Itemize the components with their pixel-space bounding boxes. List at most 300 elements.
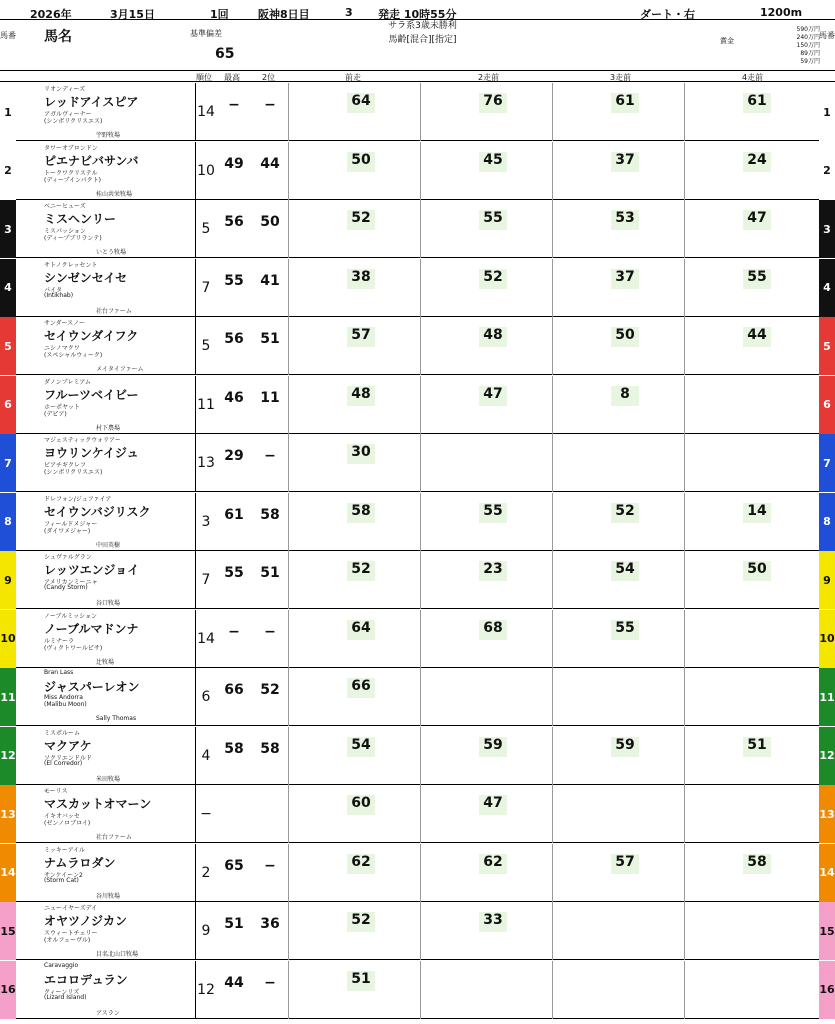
damsire-name: (ヴィクトワールピサ)	[44, 644, 103, 652]
horse-info	[16, 902, 196, 960]
past-race-3	[552, 668, 684, 726]
umaban-left: 6	[0, 376, 16, 434]
horse-row[interactable]	[0, 376, 835, 434]
horse-info	[16, 727, 196, 785]
umaban-right: 13	[819, 785, 835, 843]
best-value: 55	[224, 565, 244, 581]
base-label: 基準偏差	[190, 29, 222, 38]
race-index: 59	[479, 737, 507, 757]
past-race-2	[420, 961, 552, 1019]
race-index: 64	[347, 93, 375, 113]
best-index	[216, 317, 252, 375]
second-index	[252, 785, 288, 843]
rank: 7	[201, 572, 211, 588]
horse-row[interactable]	[0, 902, 835, 960]
race-index: 58	[347, 503, 375, 523]
past-race-3	[552, 785, 684, 843]
rank: 5	[201, 221, 211, 237]
dam-name: フィールドメジャー	[44, 520, 98, 528]
past-race-2	[420, 551, 552, 609]
prev4-header: 4走前	[742, 73, 764, 82]
race-index: 24	[743, 152, 771, 172]
race-index: 8	[611, 386, 639, 406]
damsire-name: (Candy Storm)	[44, 584, 88, 591]
horse-row[interactable]	[0, 83, 835, 141]
sire-name: サンダースノー	[44, 320, 85, 327]
umaban-right: 16	[819, 961, 835, 1019]
horse-info	[16, 785, 196, 843]
best-index	[216, 902, 252, 960]
horse-name: レッツエンジョイ	[44, 563, 140, 577]
second-header: 2位	[262, 73, 276, 82]
horse-row[interactable]	[0, 317, 835, 375]
second-value: 44	[260, 155, 280, 172]
horse-row[interactable]	[0, 493, 835, 551]
past-race-3	[552, 434, 684, 492]
umaban-right: 7	[819, 434, 835, 492]
race-index: 66	[347, 678, 375, 698]
damsire-name: (ディープブリランテ)	[44, 235, 102, 242]
best-index	[216, 727, 252, 785]
horse-row[interactable]	[0, 727, 835, 785]
best-value: 55	[224, 272, 244, 289]
damsire-name: (Storm Cat)	[44, 876, 79, 884]
horse-row[interactable]	[0, 668, 835, 726]
horse-info	[16, 317, 196, 375]
damsire-name: (ディープインパクト)	[44, 176, 101, 184]
rank: 2	[201, 864, 211, 881]
breeder-name: 宇野牧場	[96, 132, 121, 139]
sire-name: Bran Lass	[44, 669, 74, 676]
best-header: 最高	[224, 73, 240, 82]
umaban-left: 10	[0, 610, 16, 668]
past-race-1	[288, 727, 420, 785]
horse-row[interactable]	[0, 961, 835, 1019]
past-race-4	[684, 668, 816, 726]
past-race-3	[552, 727, 684, 785]
best-index	[216, 844, 252, 902]
dam-name: Miss Andorra	[44, 694, 83, 701]
past-race-2	[420, 727, 552, 785]
past-race-1	[288, 142, 420, 200]
best-value: −	[228, 623, 240, 640]
second-index	[252, 668, 288, 726]
best-index	[216, 83, 252, 141]
horse-row[interactable]	[0, 200, 835, 258]
past-race-3	[552, 376, 684, 434]
past-race-4	[684, 493, 816, 551]
umaban-right: 12	[819, 727, 835, 785]
umaban-left: 11	[0, 668, 16, 726]
second-index	[252, 317, 288, 375]
second-value: 51	[260, 565, 280, 581]
prize-2: 240万円	[796, 34, 820, 41]
best-value: 44	[224, 974, 244, 991]
dam-name: スウィートチェリー	[44, 930, 98, 937]
sire-name: リオンディーズ	[44, 86, 86, 93]
past-race-1	[288, 259, 420, 317]
sire-name: ミスポルーム	[44, 729, 81, 737]
past-race-4	[684, 259, 816, 317]
second-index	[252, 727, 288, 785]
breeder-name: 辻牧場	[96, 658, 115, 666]
sire-name: ミッキーアイル	[44, 846, 86, 854]
past-race-2	[420, 610, 552, 668]
prize-5: 59万円	[800, 58, 820, 65]
horse-name: マスカットオマーン	[44, 797, 152, 811]
horse-info	[16, 259, 196, 317]
race-index: 37	[611, 152, 639, 172]
horse-name: マクアケ	[44, 738, 92, 753]
umaban-right: 2	[819, 142, 835, 200]
past-race-4	[684, 727, 816, 785]
race-index: 47	[479, 386, 507, 406]
race-index: 58	[743, 854, 771, 874]
second-value: −	[264, 974, 276, 991]
best-index	[216, 142, 252, 200]
past-race-3	[552, 259, 684, 317]
sire-name: ニューイヤーズデイ	[44, 905, 98, 912]
horse-info	[16, 142, 196, 200]
dam-name: アガルヴィーナー	[44, 111, 92, 118]
past-race-4	[684, 551, 816, 609]
rank-header: 順位	[196, 73, 212, 82]
race-index: 61	[743, 93, 771, 113]
past-race-1	[288, 434, 420, 492]
past-race-1	[288, 551, 420, 609]
past-race-4	[684, 610, 816, 668]
past-race-1	[288, 376, 420, 434]
rank: 14	[197, 104, 215, 120]
dam-name: クィーンリズ	[44, 988, 80, 996]
second-index	[252, 434, 288, 492]
best-index	[216, 376, 252, 434]
race-class: サラ系3歳未勝利	[388, 21, 457, 31]
past-race-3	[552, 610, 684, 668]
umaban-right: 8	[819, 493, 835, 551]
past-race-1	[288, 785, 420, 843]
umaban-left: 7	[0, 434, 16, 492]
race-index: 44	[743, 327, 771, 347]
umaban-right: 11	[819, 668, 835, 726]
race-index: 47	[479, 795, 507, 815]
best-index	[216, 493, 252, 551]
horse-name: セイウンバジリスク	[44, 504, 151, 519]
past-race-1	[288, 844, 420, 902]
dam-name: サンケイーン2	[44, 871, 83, 879]
umaban-label-right: 馬番	[819, 31, 835, 40]
distance: 1200m	[760, 6, 803, 19]
prize-3: 150万円	[796, 42, 820, 49]
best-value: 58	[224, 740, 244, 757]
best-value: 29	[224, 448, 244, 464]
race-index: 45	[479, 152, 507, 172]
race-index: 52	[347, 210, 375, 230]
damsire-name: (Lizard Island)	[44, 993, 87, 1001]
umaban-left: 12	[0, 727, 16, 785]
umaban-left: 4	[0, 259, 16, 317]
damsire-name: (Malibu Moon)	[44, 701, 87, 708]
best-value: 56	[224, 214, 244, 230]
sire-name: ベニーヒューズ	[44, 203, 86, 210]
second-value: 36	[260, 916, 280, 932]
past-race-3	[552, 200, 684, 258]
damsire-name: (シンボリクリスエス)	[44, 469, 103, 476]
damsire-name: (シンボリクリスエス)	[44, 118, 103, 125]
race-index: 38	[347, 269, 375, 289]
past-race-4	[684, 376, 816, 434]
horse-info	[16, 200, 196, 258]
past-race-2	[420, 785, 552, 843]
horse-info	[16, 551, 196, 609]
breeder-name: 村下農場	[96, 424, 121, 432]
past-race-4	[684, 902, 816, 960]
second-index	[252, 200, 288, 258]
best-value: 56	[224, 331, 244, 347]
rank: 12	[197, 981, 215, 998]
dam-name: ホーポヤット	[44, 403, 81, 411]
breeder-name: 社台ファーム	[96, 307, 132, 315]
past-race-4	[684, 83, 816, 141]
past-race-1	[288, 668, 420, 726]
race-index: 48	[479, 327, 507, 347]
past-race-3	[552, 317, 684, 375]
best-index	[216, 259, 252, 317]
second-value: −	[264, 448, 276, 464]
venue: 阪神8日目	[258, 8, 310, 21]
sire-name: ノーブルミッション	[44, 612, 98, 620]
second-index	[252, 142, 288, 200]
damsire-name: (ダイワメジャー)	[44, 527, 91, 535]
second-value: −	[264, 97, 276, 113]
race-index: 55	[611, 620, 639, 640]
past-race-1	[288, 200, 420, 258]
past-race-3	[552, 844, 684, 902]
race-index: 59	[611, 737, 639, 757]
horse-row[interactable]	[0, 844, 835, 902]
race-index: 76	[479, 93, 507, 113]
umaban-right: 6	[819, 376, 835, 434]
damsire-name: (ゼンノロブロイ)	[44, 820, 91, 827]
horse-info	[16, 844, 196, 902]
horse-name: オヤツノジカン	[44, 914, 128, 928]
race-index: 55	[479, 210, 507, 230]
damsire-name: (オルフェーヴル)	[44, 937, 91, 944]
horse-name: ジャスパーレオン	[44, 680, 140, 694]
second-index	[252, 961, 288, 1019]
horse-info	[16, 493, 196, 551]
rank: 7	[201, 279, 211, 296]
umaban-right: 9	[819, 551, 835, 609]
past-race-3	[552, 902, 684, 960]
rank: 9	[201, 923, 211, 939]
post-time: 発走 10時55分	[378, 8, 457, 21]
rank: 14	[197, 630, 215, 647]
breeder-name: 中田英樹	[96, 541, 121, 549]
prize-list	[750, 26, 820, 66]
umaban-left: 3	[0, 200, 16, 258]
umaban-right: 15	[819, 902, 835, 960]
past-race-1	[288, 610, 420, 668]
past-race-4	[684, 142, 816, 200]
umaban-left: 16	[0, 961, 16, 1019]
breeder-name: 谷川牧場	[96, 892, 121, 900]
best-index	[216, 610, 252, 668]
race-cond: 馬齢[混合][指定]	[388, 35, 457, 45]
sire-name: ダノンプレミアム	[44, 378, 91, 386]
past-race-4	[684, 961, 816, 1019]
past-race-2	[420, 142, 552, 200]
race-index: 52	[347, 912, 375, 932]
race-index: 64	[347, 620, 375, 640]
horse-row[interactable]	[0, 551, 835, 609]
race-index: 62	[347, 854, 375, 874]
second-value: 41	[260, 272, 280, 289]
breeder-name: Sally Thomas	[96, 715, 137, 722]
second-index	[252, 551, 288, 609]
umaban-left: 15	[0, 902, 16, 960]
past-race-2	[420, 902, 552, 960]
damsire-name: (スペシャルウィーク)	[44, 352, 103, 359]
second-index	[252, 844, 288, 902]
dam-name: パイタ	[44, 286, 63, 294]
race-index: 52	[347, 561, 375, 581]
breeder-name: メイタイファーム	[96, 366, 144, 373]
horse-name: セイウンダイフク	[44, 329, 139, 343]
past-race-4	[684, 200, 816, 258]
prev2-header: 2走前	[478, 73, 500, 82]
umaban-right: 4	[819, 259, 835, 317]
dam-name: ビアチギクレフ	[44, 462, 87, 469]
horse-name: エコロデュラン	[44, 972, 128, 987]
race-index: 50	[611, 327, 639, 347]
past-race-4	[684, 434, 816, 492]
past-race-1	[288, 317, 420, 375]
umaban-right: 3	[819, 200, 835, 258]
past-race-1	[288, 493, 420, 551]
best-value: 61	[224, 506, 244, 523]
race-index: 57	[611, 854, 639, 874]
umaban-right: 14	[819, 844, 835, 902]
horse-name: レッドアイスピア	[44, 95, 139, 109]
breeder-name: 桂山共栄牧場	[96, 190, 133, 198]
race-index: 33	[479, 912, 507, 932]
past-race-2	[420, 200, 552, 258]
umaban-right: 10	[819, 610, 835, 668]
prize-table	[720, 26, 820, 66]
race-index: 23	[479, 561, 507, 581]
dam-name: トークワクリステル	[44, 169, 98, 177]
dam-name: ニシノマクワ	[44, 345, 80, 352]
race-index: 51	[347, 971, 375, 991]
breeder-name: 米田牧場	[96, 775, 121, 783]
second-value: 52	[260, 682, 280, 698]
horse-info	[16, 961, 196, 1019]
dam-name: アメリカンミーニャ	[44, 579, 98, 586]
rank: 11	[197, 396, 215, 413]
race-index: 14	[743, 503, 771, 523]
sire-name: サトノクレッセント	[44, 261, 98, 269]
horse-row[interactable]	[0, 785, 835, 843]
race-index: 52	[611, 503, 639, 523]
best-value: 66	[224, 682, 244, 698]
past-race-2	[420, 317, 552, 375]
damsire-name: (El Corredor)	[44, 759, 83, 767]
horse-row[interactable]	[0, 610, 835, 668]
prev1-header: 前走	[345, 73, 361, 82]
second-value: 50	[260, 214, 280, 230]
best-value: 65	[224, 857, 244, 874]
race-index: 37	[611, 269, 639, 289]
horse-row[interactable]	[0, 434, 835, 492]
horse-name: ヨウリンケイジュ	[44, 446, 139, 460]
race-index: 50	[743, 561, 771, 581]
prize-4: 89万円	[800, 50, 820, 57]
second-value: 58	[260, 740, 280, 757]
sire-name: マジェスティックウォリアー	[44, 437, 121, 444]
dam-name: ミスパッション	[44, 228, 86, 235]
best-index	[216, 434, 252, 492]
race-index: 55	[479, 503, 507, 523]
dam-name: ルミナーラ	[44, 637, 75, 645]
past-race-1	[288, 83, 420, 141]
kai: 1回	[210, 8, 229, 21]
umaban-left: 9	[0, 551, 16, 609]
race-index: 61	[611, 93, 639, 113]
past-race-2	[420, 668, 552, 726]
past-race-3	[552, 551, 684, 609]
name-label: 馬名	[44, 29, 72, 45]
second-index	[252, 493, 288, 551]
race-index: 47	[743, 210, 771, 230]
race-index: 60	[347, 795, 375, 815]
race-index: 53	[611, 210, 639, 230]
horse-info	[16, 668, 196, 726]
race-no: 3	[345, 6, 353, 19]
best-value: 46	[224, 389, 244, 406]
horse-row[interactable]	[0, 259, 835, 317]
date: 3月15日	[110, 8, 155, 21]
second-value: −	[264, 623, 276, 640]
umaban-left: 13	[0, 785, 16, 843]
horse-info	[16, 83, 196, 141]
rank: −	[200, 806, 212, 822]
horse-row[interactable]	[0, 142, 835, 200]
past-race-2	[420, 376, 552, 434]
past-race-2	[420, 83, 552, 141]
sire-name: モーリス	[44, 788, 68, 795]
best-index	[216, 551, 252, 609]
prize-title: 賞金	[720, 37, 734, 45]
second-index	[252, 83, 288, 141]
race-index: 54	[611, 561, 639, 581]
sire-name: タワーオブロンドン	[44, 144, 98, 152]
breeder-name: アスラン	[96, 1009, 120, 1017]
umaban-label-left: 馬番	[0, 31, 16, 40]
breeder-name: 谷口牧場	[96, 600, 121, 607]
sire-name: ドレフォン/ジュファイア	[44, 495, 112, 503]
second-index	[252, 902, 288, 960]
rank: 4	[201, 747, 211, 764]
past-race-4	[684, 317, 816, 375]
race-index: 52	[479, 269, 507, 289]
horse-name: ノーブルマドンナ	[44, 621, 139, 636]
horse-name: フルーツベイビー	[44, 387, 139, 402]
horse-info	[16, 434, 196, 492]
year: 2026年	[30, 8, 72, 21]
race-index: 55	[743, 269, 771, 289]
umaban-right: 5	[819, 317, 835, 375]
